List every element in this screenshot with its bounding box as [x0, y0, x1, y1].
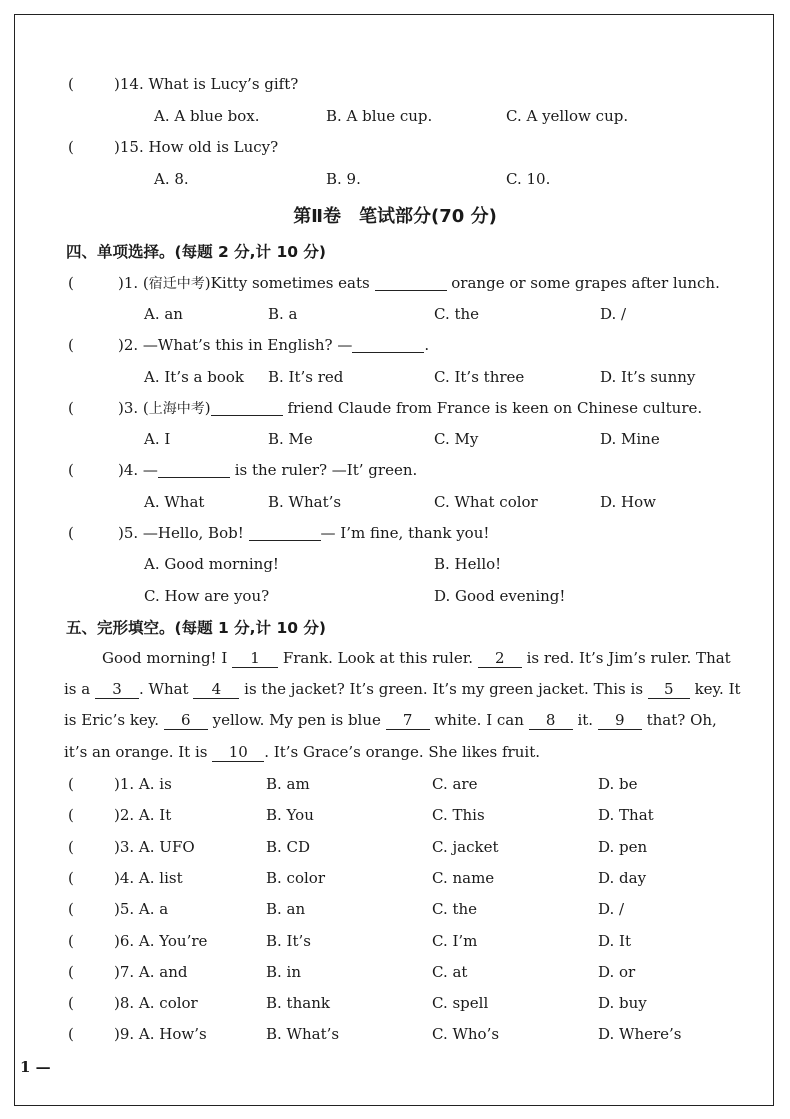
option-b: B. It’s: [266, 932, 311, 950]
option-b: B. You: [266, 806, 314, 824]
cloze-item-3: )3. A. UFO: [114, 838, 195, 856]
option-b: B. It’s red: [268, 368, 344, 386]
option-d: D. or: [598, 963, 636, 981]
cloze-blank-6: 6: [164, 711, 208, 730]
q-text: )2. —What’s this in English? —: [118, 336, 353, 354]
source-tag: 上海中考: [148, 401, 205, 417]
passage-text: is Eric’s key.: [64, 711, 160, 729]
passage-text: Good morning! I: [102, 649, 228, 667]
cloze-blank-3: 3: [95, 680, 139, 699]
answer-paren: (: [68, 963, 74, 981]
answer-blank[interactable]: [211, 399, 283, 416]
answer-paren: (: [68, 1025, 74, 1043]
answer-paren: (: [68, 524, 74, 542]
option-b: B. thank: [266, 994, 330, 1012]
question-4-2: [118, 335, 429, 355]
answer-paren: (: [68, 336, 74, 354]
option-b: B. 9.: [326, 170, 361, 188]
cloze-item-1: )1. A. is: [114, 775, 172, 793]
cloze-item-8: )8. A. color: [114, 994, 198, 1012]
option-c: C. What color: [434, 493, 538, 511]
option-d: D. be: [598, 775, 638, 793]
option-a: A. It’s a book: [144, 368, 245, 386]
source-tag: 宿迁中考: [148, 276, 205, 292]
answer-blank[interactable]: [352, 336, 424, 353]
answer-paren: (: [68, 461, 74, 479]
cloze-item-4: )4. A. list: [114, 869, 183, 887]
option-c: C. the: [432, 900, 478, 918]
question-4-5: [118, 523, 489, 543]
q-text: .: [424, 336, 430, 354]
option-c: C. A yellow cup.: [506, 107, 629, 125]
cloze-item-7: )7. A. and: [114, 963, 188, 981]
answer-blank[interactable]: [375, 274, 447, 291]
option-c: C. the: [434, 305, 480, 323]
option-c: C. Who’s: [432, 1025, 500, 1043]
passage-text: is the jacket? It’s green. It’s my green jacket. This is: [244, 680, 644, 698]
answer-paren: (: [68, 138, 74, 156]
cloze-item-2: )2. A. It: [114, 806, 172, 824]
passage-text: . It’s Grace’s orange. She likes fruit.: [264, 743, 540, 761]
option-d: D. pen: [598, 838, 648, 856]
part-title: 第Ⅱ卷 笔试部分(70 分): [293, 206, 497, 227]
answer-paren: (: [68, 806, 74, 824]
cloze-passage-line: [64, 679, 741, 699]
option-d: D. It: [598, 932, 631, 950]
cloze-blank-5: 5: [648, 680, 690, 699]
cloze-passage-line: [64, 710, 717, 730]
answer-paren: (: [68, 869, 74, 887]
option-c: C. at: [432, 963, 468, 981]
option-d: D. /: [598, 900, 625, 918]
q-text: )Kitty sometimes eats: [204, 274, 370, 292]
option-d: D. How: [600, 493, 656, 511]
cloze-blank-8: 8: [529, 711, 573, 730]
cloze-blank-2: 2: [478, 649, 522, 668]
option-c: C. It’s three: [434, 368, 525, 386]
cloze-item-9: )9. A. How’s: [114, 1025, 207, 1043]
option-b: B. Me: [268, 430, 313, 448]
option-d: D. It’s sunny: [600, 368, 696, 386]
passage-text: it.: [577, 711, 594, 729]
question-4-1: [118, 273, 720, 294]
option-a: A. What: [144, 493, 205, 511]
q-text: is the ruler? —It’ green.: [234, 461, 418, 479]
section5-heading: 五、完形填空。(每题 1 分,计 10 分): [66, 619, 326, 637]
question-4-3: [118, 398, 702, 419]
option-b: B. a: [268, 305, 298, 323]
option-c: C. name: [432, 869, 495, 887]
q-text: friend Claude from France is keen on Chinese culture.: [287, 399, 703, 417]
option-b: B. What’s: [268, 493, 342, 511]
option-a: A. Good morning!: [144, 555, 279, 573]
q-text: — I’m fine, thank you!: [320, 524, 490, 542]
option-c: C. I’m: [432, 932, 478, 950]
option-d: D. That: [598, 806, 654, 824]
option-b: B. color: [266, 869, 325, 887]
passage-text: is red. It’s Jim’s ruler. That: [526, 649, 731, 667]
passage-text: key. It: [694, 680, 741, 698]
q-text: )5. —Hello, Bob!: [118, 524, 244, 542]
answer-blank[interactable]: [249, 524, 321, 541]
option-c: C. 10.: [506, 170, 551, 188]
passage-text: that? Oh,: [646, 711, 717, 729]
option-a: A. I: [144, 430, 171, 448]
option-c: C. are: [432, 775, 478, 793]
option-b: B. am: [266, 775, 310, 793]
option-d: D. day: [598, 869, 647, 887]
q-text: ): [204, 399, 211, 417]
passage-text: white. I can: [434, 711, 524, 729]
option-c: C. This: [432, 806, 485, 824]
option-b: B. Hello!: [434, 555, 502, 573]
option-d: D. Good evening!: [434, 587, 566, 605]
option-c: C. My: [434, 430, 479, 448]
answer-paren: (: [68, 274, 74, 292]
option-c: C. jacket: [432, 838, 499, 856]
passage-text: . What: [139, 680, 189, 698]
option-d: D. /: [600, 305, 627, 323]
option-d: D. buy: [598, 994, 647, 1012]
passage-text: Frank. Look at this ruler.: [282, 649, 474, 667]
option-b: B. in: [266, 963, 302, 981]
question-15: )15. How old is Lucy?: [114, 138, 279, 156]
answer-paren: (: [68, 838, 74, 856]
option-b: B. What’s: [266, 1025, 340, 1043]
passage-text: it’s an orange. It is: [64, 743, 208, 761]
q-text: )4. —: [118, 461, 158, 479]
cloze-passage-line: [102, 648, 731, 668]
q-text: orange or some grapes after lunch.: [451, 274, 720, 292]
option-c: C. How are you?: [144, 587, 270, 605]
passage-text: is a: [64, 680, 91, 698]
cloze-item-6: )6. A. You’re: [114, 932, 208, 950]
answer-paren: (: [68, 900, 74, 918]
answer-blank[interactable]: [158, 461, 230, 478]
question-4-4: [118, 460, 417, 480]
cloze-blank-4: 4: [193, 680, 239, 699]
cloze-blank-10: 10: [212, 743, 264, 762]
page-number: 1 —: [20, 1058, 51, 1076]
cloze-blank-1: 1: [232, 649, 278, 668]
answer-paren: (: [68, 399, 74, 417]
question-14: )14. What is Lucy’s gift?: [114, 75, 299, 93]
option-c: C. spell: [432, 994, 489, 1012]
section4-heading: 四、单项选择。(每题 2 分,计 10 分): [66, 243, 326, 261]
passage-text: yellow. My pen is blue: [212, 711, 381, 729]
answer-paren: (: [68, 75, 74, 93]
option-d: D. Mine: [600, 430, 660, 448]
answer-paren: (: [68, 994, 74, 1012]
option-a: A. A blue box.: [154, 107, 260, 125]
option-d: D. Where’s: [598, 1025, 682, 1043]
option-b: B. CD: [266, 838, 311, 856]
option-b: B. A blue cup.: [326, 107, 433, 125]
cloze-item-5: )5. A. a: [114, 900, 169, 918]
cloze-blank-7: 7: [386, 711, 430, 730]
cloze-passage-line: [64, 742, 540, 762]
q-prefix: )3. (: [118, 399, 149, 417]
option-b: B. an: [266, 900, 306, 918]
q-prefix: )1. (: [118, 274, 149, 292]
cloze-blank-9: 9: [598, 711, 642, 730]
option-a: A. 8.: [154, 170, 189, 188]
answer-paren: (: [68, 932, 74, 950]
answer-paren: (: [68, 775, 74, 793]
option-a: A. an: [144, 305, 183, 323]
